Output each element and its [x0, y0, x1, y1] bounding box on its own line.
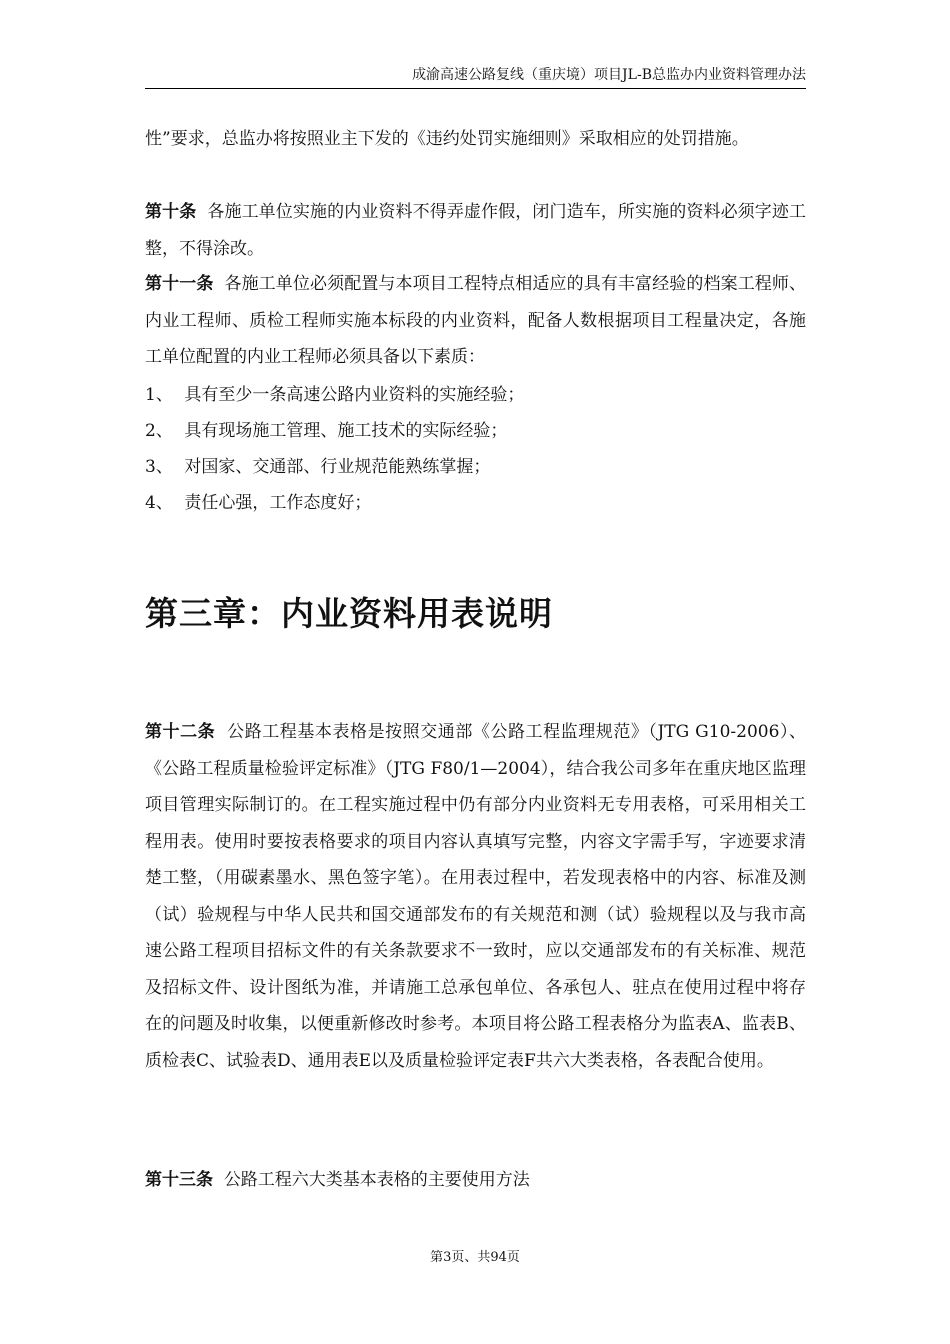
list-item-text: 具有现场施工管理、施工技术的实际经验；	[184, 421, 508, 441]
article-label: 第十二条	[145, 722, 216, 742]
list-item-text: 责任心强，工作态度好；	[184, 493, 372, 513]
page-footer	[0, 1246, 950, 1265]
list-item	[145, 377, 524, 413]
list-item-number: 2、	[145, 421, 173, 441]
article-text: 公路工程基本表格是按照交通部《公路工程监理规范》（JTG G10-2006）、《公路工程质量检验评定标准》（JTG F80/1—2004），结合我公司多年在重庆地区监理项目管理实际制订的。在工程实施过程中仍有部分内业资料无专用表格，可采用相关工程用表。使用时要按表格要求的项目内容认真填写完整，内容文字需手写，字迹要求清楚工整，（用碳素墨水、黑色签字笔）。在用表过程中，若发现表格中的内容、标准及测（试）验规程与中华人民共和国交通部发布的有关规范和测（试）验规程以及与我市高速公路工程项目招标文件的有关条款要求不一致时，应以交通部发布的有关标准、规范及招标文件、设计图纸为准，并请施工总承包单位、各承包人、驻点在使用过程中将存在的问题及时收集，以便重新修改时参考。本项目将公路工程表格分为监表A、监表B、质检表C、试验表D、通用表E以及质量检验评定表F共六大类表格，各表配合使用。	[145, 722, 807, 1071]
list-item	[145, 413, 507, 449]
article-12	[145, 714, 806, 1079]
list-item	[145, 485, 371, 521]
article-text: 各施工单位实施的内业资料不得弄虚作假，闭门造车，所实施的资料必须字迹工整，不得涂改。	[145, 202, 807, 259]
list-item-number: 3、	[145, 457, 173, 477]
list-item-text: 具有至少一条高速公路内业资料的实施经验；	[184, 385, 525, 405]
list-item-number: 4、	[145, 493, 173, 513]
article-11	[145, 266, 806, 376]
list-item-number: 1、	[145, 385, 173, 405]
list-item	[145, 449, 490, 485]
page-number: 第3页、共94页	[430, 1250, 520, 1265]
page-header	[145, 64, 806, 89]
article-10	[145, 194, 806, 267]
header-title: 成渝高速公路复线（重庆境）项目JL-B总监办内业资料管理办法	[412, 67, 806, 83]
article-text: 各施工单位必须配置与本项目工程特点相适应的具有丰富经验的档案工程师、内业工程师、质检工程师实施本标段的内业资料，配备人数根据项目工程量决定，各施工单位配置的内业工程师必须具备以下素质：	[145, 274, 807, 367]
article-label: 第十一条	[145, 274, 214, 294]
paragraph-text: 性”要求，总监办将按照业主下发的《违约处罚实施细则》采取相应的处罚措施。	[145, 129, 749, 149]
list-item-text: 对国家、交通部、行业规范能熟练掌握；	[184, 457, 491, 477]
article-label: 第十条	[145, 202, 197, 222]
article-text: 公路工程六大类基本表格的主要使用方法	[223, 1170, 530, 1190]
article-label: 第十三条	[145, 1170, 213, 1190]
paragraph-continuation	[145, 121, 806, 158]
article-13	[145, 1162, 806, 1199]
chapter-title: 第三章：内业资料用表说明	[145, 594, 553, 633]
